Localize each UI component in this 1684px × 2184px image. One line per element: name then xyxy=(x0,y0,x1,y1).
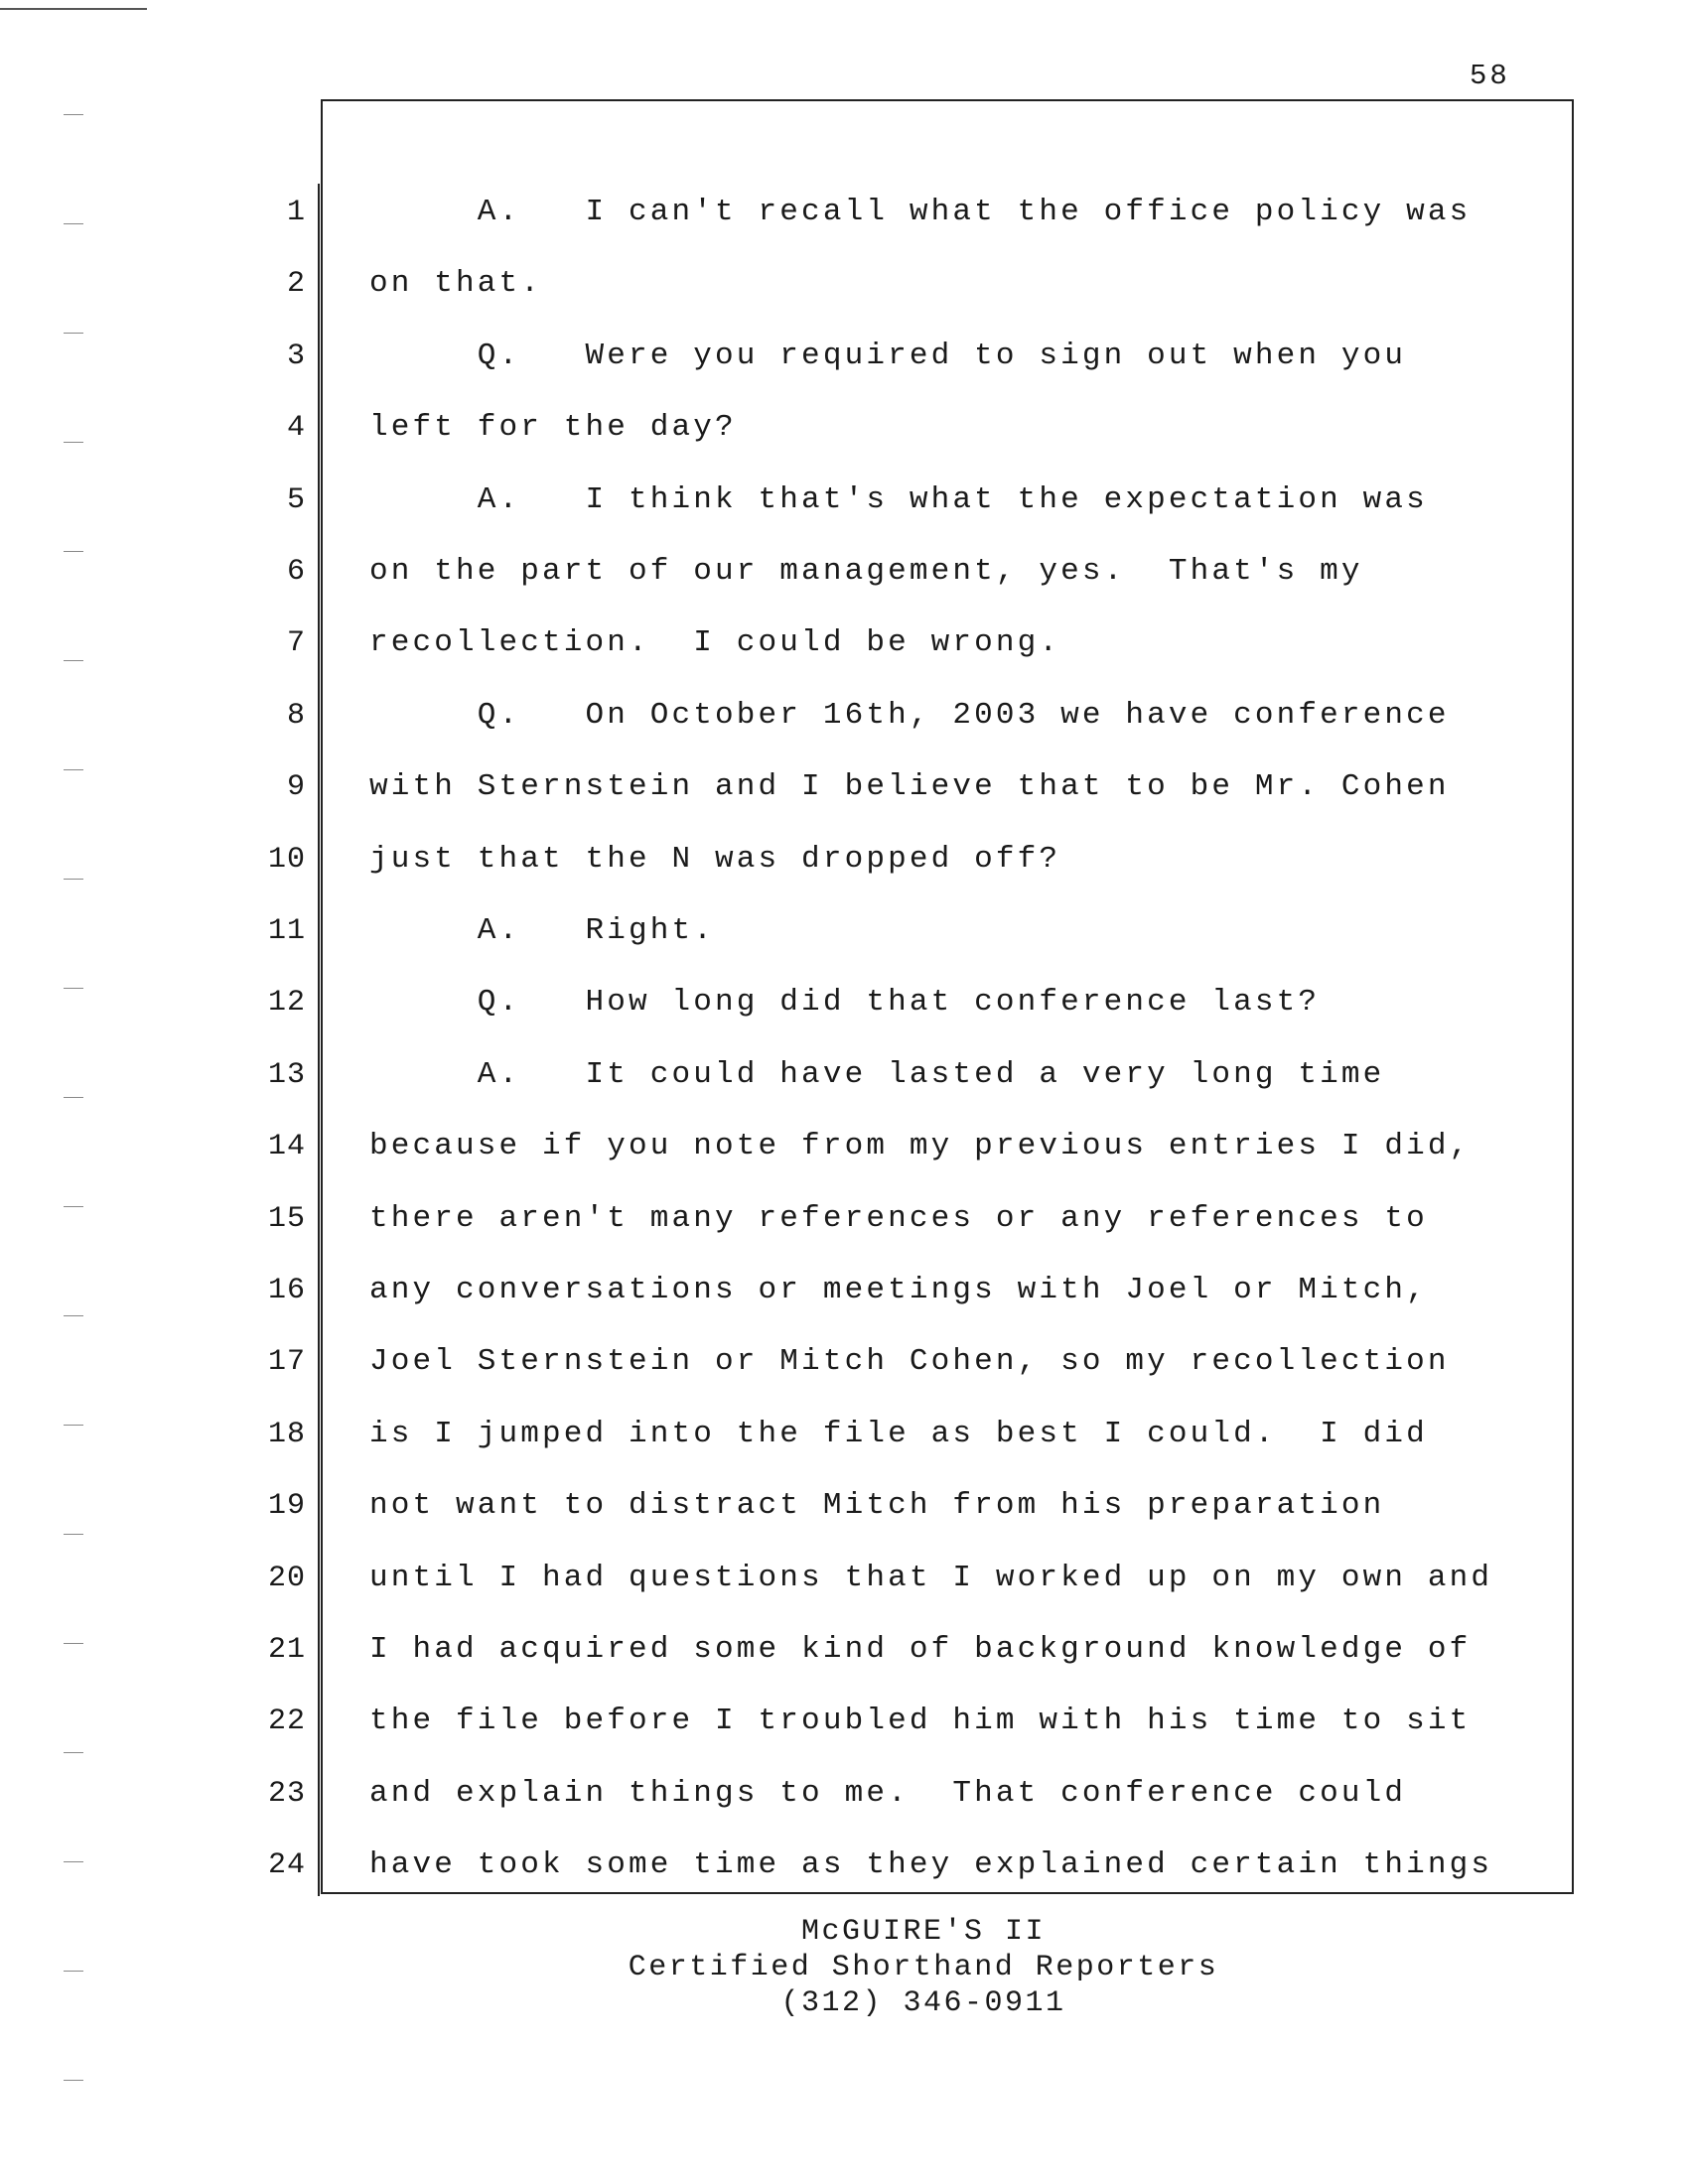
edge-mark xyxy=(64,879,83,880)
line-number: 23 xyxy=(267,1777,306,1811)
line-number: 5 xyxy=(286,483,306,517)
line-number: 11 xyxy=(267,914,306,948)
edge-mark xyxy=(64,2080,83,2081)
line-number: 19 xyxy=(267,1489,306,1523)
line-number: 1 xyxy=(286,196,306,229)
reporter-footer xyxy=(397,1914,1450,2021)
edge-mark xyxy=(64,769,83,770)
line-number: 6 xyxy=(286,555,306,589)
line-number-margin-rule xyxy=(318,184,320,1896)
line-number: 3 xyxy=(286,340,306,373)
transcript-line: on the part of our management, yes. That's my xyxy=(369,554,1363,589)
edge-mark xyxy=(64,1315,83,1316)
line-number: 17 xyxy=(267,1345,306,1379)
edge-mark xyxy=(64,1861,83,1862)
line-number: 10 xyxy=(267,843,306,877)
transcript-line: not want to distract Mitch from his preparation xyxy=(369,1488,1385,1523)
transcript-line: A. I can't recall what the office policy was xyxy=(369,195,1472,229)
line-number: 13 xyxy=(267,1058,306,1092)
line-number: 21 xyxy=(267,1633,306,1667)
transcript-line: I had acquired some kind of background knowledge of xyxy=(369,1632,1472,1667)
line-number: 12 xyxy=(267,986,306,1020)
line-number: 18 xyxy=(267,1418,306,1451)
line-number: 8 xyxy=(286,699,306,733)
transcript-line: just that the N was dropped off? xyxy=(369,842,1061,877)
transcript-line: until I had questions that I worked up on my own and xyxy=(369,1561,1493,1595)
top-edge-rule xyxy=(0,8,147,10)
edge-mark xyxy=(64,1425,83,1426)
transcript-line: Q. Were you required to sign out when you xyxy=(369,339,1407,373)
edge-mark xyxy=(64,1752,83,1753)
edge-mark xyxy=(64,988,83,989)
transcript-line: there aren't many references or any references to xyxy=(369,1201,1428,1236)
transcript-line: Joel Sternstein or Mitch Cohen, so my recollection xyxy=(369,1344,1450,1379)
reporter-phone: (312) 346-0911 xyxy=(780,1986,1066,2020)
transcript-line: A. I think that's what the expectation was xyxy=(369,482,1428,517)
transcript-line: because if you note from my previous entries I did, xyxy=(369,1129,1472,1163)
transcript-line: on that. xyxy=(369,266,543,301)
edge-mark xyxy=(64,551,83,552)
line-number: 9 xyxy=(286,770,306,804)
reporter-service: Certified Shorthand Reporters xyxy=(628,1951,1219,1984)
edge-mark xyxy=(64,333,83,334)
transcript-line: Q. How long did that conference last? xyxy=(369,985,1321,1020)
page-number: 58 xyxy=(1470,60,1510,92)
line-number: 4 xyxy=(286,411,306,445)
line-number: 22 xyxy=(267,1705,306,1738)
edge-mark xyxy=(64,442,83,443)
edge-mark xyxy=(64,660,83,661)
line-number: 7 xyxy=(286,626,306,660)
transcript-line: left for the day? xyxy=(369,410,737,445)
line-number: 24 xyxy=(267,1848,306,1882)
transcript-line: and explain things to me. That conference could xyxy=(369,1776,1407,1811)
transcript-line: recollection. I could be wrong. xyxy=(369,625,1061,660)
reporter-company: McGUIRE'S II xyxy=(800,1915,1047,1949)
line-number: 14 xyxy=(267,1130,306,1163)
edge-mark xyxy=(64,223,83,224)
edge-mark xyxy=(64,1097,83,1098)
transcript-line: Q. On October 16th, 2003 we have conference xyxy=(369,698,1450,733)
transcript-line: A. It could have lasted a very long time xyxy=(369,1057,1385,1092)
edge-mark xyxy=(64,1643,83,1644)
transcript-line: A. Right. xyxy=(369,913,716,948)
line-number: 15 xyxy=(267,1202,306,1236)
line-number: 16 xyxy=(267,1274,306,1307)
edge-mark xyxy=(64,1206,83,1207)
edge-mark xyxy=(64,114,83,115)
transcript-line: have took some time as they explained certain things xyxy=(369,1847,1493,1882)
line-number: 20 xyxy=(267,1562,306,1595)
transcript-line: any conversations or meetings with Joel or Mitch, xyxy=(369,1273,1428,1307)
edge-mark xyxy=(64,1534,83,1535)
transcript-line: the file before I troubled him with his time to sit xyxy=(369,1704,1472,1738)
transcript-line: with Sternstein and I believe that to be Mr. Cohen xyxy=(369,769,1450,804)
transcript-line: is I jumped into the file as best I could. I did xyxy=(369,1417,1428,1451)
line-number: 2 xyxy=(286,267,306,301)
edge-mark xyxy=(64,1971,83,1972)
